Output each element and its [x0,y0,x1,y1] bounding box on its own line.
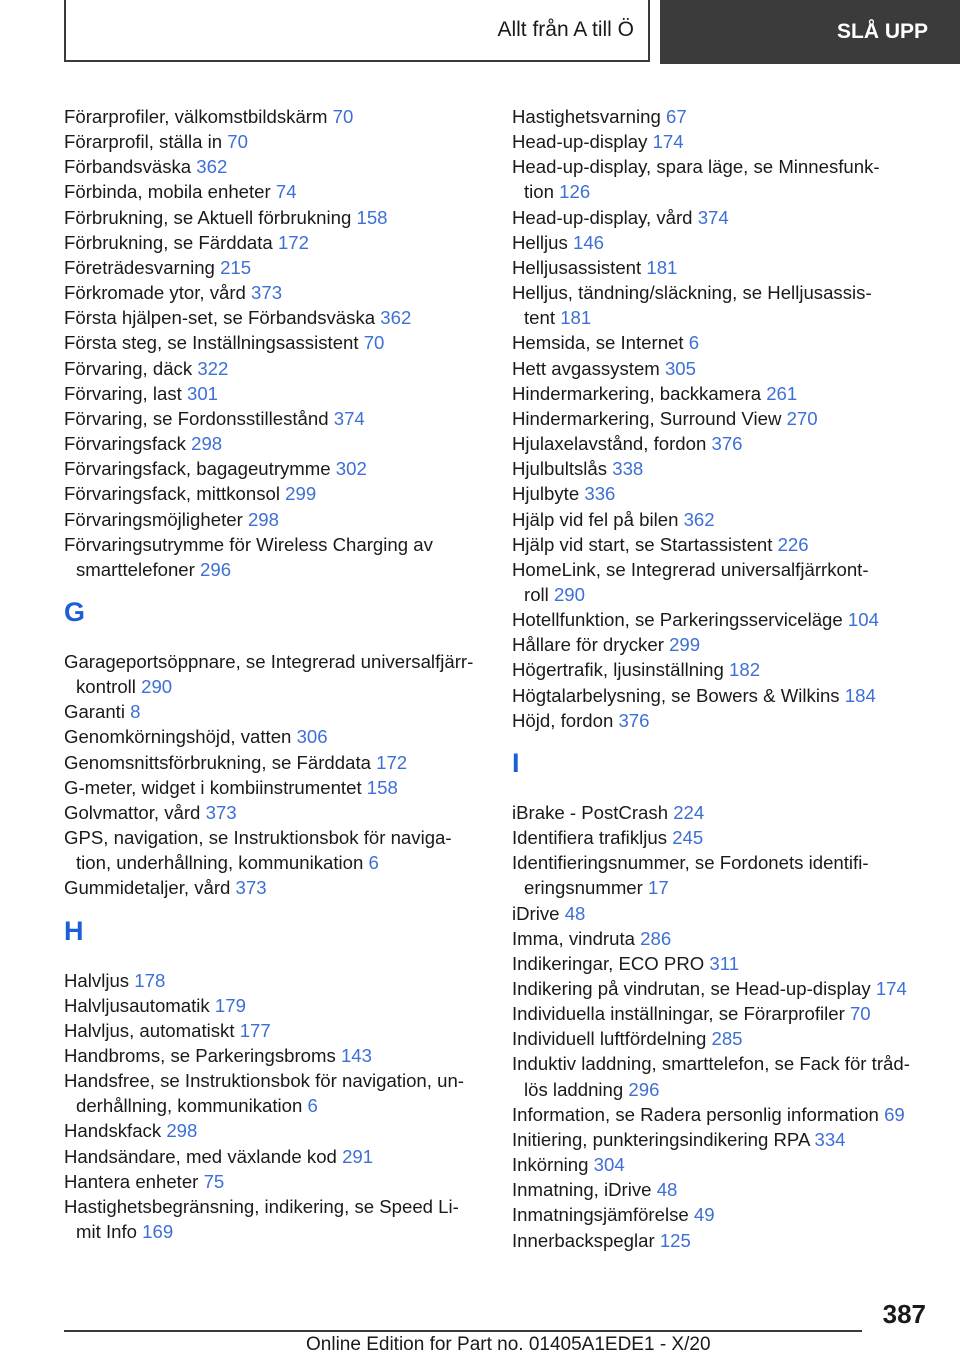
index-entry [512,104,932,129]
page-link[interactable]: 224 [673,801,705,823]
page-link[interactable]: 179 [214,994,246,1016]
index-entry-text: Handbroms, se Parkeringsbroms [64,1045,336,1066]
index-entry [512,456,932,481]
page-link[interactable]: 6 [688,332,700,354]
page-link[interactable]: 181 [560,307,592,329]
index-entry [512,381,932,406]
index-entry [512,532,932,557]
index-entry [512,1102,932,1127]
index-entry [512,507,932,532]
index-entry-text: Förbandsväska [64,156,192,178]
index-entry-continuation: roll [524,583,549,605]
index-entry-text: Inmatningsjämförelse [512,1204,689,1226]
index-entry-text: Förvaringsfack, mittkonsol [64,483,280,505]
index-entry-text: Hett avgassystem [512,357,660,379]
index-entry [64,724,484,749]
page-link[interactable]: 215 [220,256,252,278]
index-entry-text: Inmatning, iDrive [512,1179,652,1201]
page-link[interactable]: 70 [363,332,385,354]
section-letter: H [64,915,84,946]
index-entry [512,657,932,682]
page-link[interactable]: 8 [130,701,141,723]
section-letter: G [64,596,86,627]
index-entry-text: Head-up-display [512,131,648,153]
page-link[interactable]: 69 [884,1103,905,1125]
index-entry [512,926,932,951]
index-entry [512,406,932,431]
index-entry [512,708,932,733]
tab-all-a-to-o[interactable]: Allt från A till Ö [64,0,650,62]
index-entry [64,356,484,381]
index-entry-text: Hållare för drycker [512,634,664,656]
index-entry [64,381,484,406]
page-link[interactable]: 48 [564,902,586,924]
index-entry [64,800,484,825]
index-entry-text: Identifiera trafikljus [512,827,668,849]
page-link[interactable]: 291 [342,1145,374,1167]
index-entry-text: Förvaringsfack, bagageutrymme [64,458,331,480]
index-entry [512,280,932,330]
page-link[interactable]: 301 [186,382,219,404]
index-entry [512,330,932,355]
index-entry [512,901,932,926]
index-entry-text: Garanti [64,701,125,723]
index-entry-text: Förvaring, däck [64,357,193,379]
index-entry [64,154,484,179]
page-link[interactable]: 298 [247,508,279,530]
index-entry-continuation: derhållning, kommunikation [76,1095,303,1117]
page-link[interactable]: 126 [559,181,591,203]
index-entry-text: Hjulaxelavstånd, fordon [512,433,707,455]
index-entry-text: Halvljus, automatiskt [64,1019,235,1041]
page-link[interactable]: 299 [285,483,317,505]
index-entry [512,255,932,280]
tab-lookup[interactable]: SLÅ UPP [660,0,960,64]
index-entry-text: Hantera enheter [64,1170,199,1192]
index-entry [512,1127,932,1152]
index-entry [64,699,484,724]
page-link[interactable]: 172 [376,751,408,773]
index-entry [512,481,932,506]
index-entry [64,205,484,230]
page-link[interactable]: 184 [844,684,876,706]
section-letter: I [512,747,520,778]
index-entry-text: Högertrafik, ljusinställning [512,659,724,681]
index-entry-text: Hjulbyte [512,483,580,505]
page-link[interactable]: 48 [656,1179,678,1201]
index-column-right [512,104,932,1253]
index-entry [512,205,932,230]
index-entry-text: GPS, navigation, se Instruktionsbok för naviga- [64,827,452,849]
index-entry-text: Gummidetaljer, vård [64,877,231,899]
page-link[interactable]: 286 [640,927,672,949]
index-entry-text: Handsfree, se Instruktionsbok för navigation, un- [64,1070,464,1092]
index-entry [64,431,484,456]
index-entry-continuation: mit Info [76,1221,137,1243]
page-link[interactable]: 270 [786,407,818,429]
page-link[interactable]: 146 [572,231,605,253]
index-entry [512,1001,932,1026]
page-link[interactable]: 172 [277,231,309,253]
page-link[interactable]: 158 [366,776,398,798]
index-entry-text: Förvaringsutrymme för Wireless Charging av [64,533,433,555]
page-link[interactable]: 298 [166,1120,198,1142]
index-entry [512,557,932,607]
page-link[interactable]: 75 [203,1170,225,1192]
page-link[interactable]: 125 [659,1229,691,1251]
index-entry-text: Imma, vindruta [512,927,635,949]
page-link[interactable]: 362 [196,156,228,178]
page-link[interactable]: 67 [666,106,687,127]
page-link[interactable]: 298 [191,433,223,455]
index-entry-text: Genomsnittsförbrukning, se Färddata [64,751,371,773]
page-link[interactable]: 6 [307,1095,318,1117]
index-entry [512,356,932,381]
index-entry [512,154,932,204]
index-entry-text: G-meter, widget i kombiinstrumentet [64,776,362,798]
index-entry-text: Helljusassistent [512,256,642,278]
index-entry-text: Förbrukning, se Aktuell förbrukning [64,206,352,228]
header-tabs [64,0,960,64]
index-entry-text: Helljus, tändning/släckning, se Helljusassis- [512,282,872,304]
index-entry [64,129,484,154]
footer-edition: Online Edition for Part no. 01405A1EDE1 - X/20 [306,1334,711,1355]
page-link[interactable]: 376 [618,709,650,731]
page-link[interactable]: 373 [205,801,237,823]
page-link[interactable]: 104 [847,609,879,631]
index-entry-text: Inkörning [512,1154,589,1176]
page-link[interactable]: 70 [849,1003,871,1025]
index-entry [64,1169,484,1194]
index-entry-text: Head-up-display, vård [512,206,693,228]
index-entry [64,481,484,506]
index-entry-text: Hotellfunktion, se Parkeringsserviceläge [512,609,843,631]
page-link[interactable]: 158 [356,206,388,228]
index-entry-text: Hemsida, se Internet [512,332,684,354]
page-link[interactable]: 376 [711,433,743,455]
index-entry-text: Högtalarbelysning, se Bowers & Wilkins [512,684,840,706]
index-entry [64,330,484,355]
index-entry [512,1177,932,1202]
index-entry [512,1152,932,1177]
page-link[interactable]: 70 [332,106,354,127]
page-link[interactable]: 311 [709,952,740,974]
page-link[interactable]: 177 [239,1019,271,1041]
index-entry [64,104,484,129]
index-entry [64,750,484,775]
page-link[interactable]: 181 [646,256,678,278]
index-entry [64,1068,484,1118]
index-entry-text: Första hjälpen-set, se Förbandsväska [64,307,376,329]
index-entry [64,1018,484,1043]
page-link[interactable]: 322 [197,357,229,379]
index-entry [64,507,484,532]
page-link[interactable]: 74 [275,181,297,203]
page-link[interactable]: 174 [652,131,684,153]
index-entry [64,649,484,699]
index-entry-text: Garageportsöppnare, se Integrerad universalfjärr- [64,650,474,672]
index-entry-text: Helljus [512,231,568,253]
index-entry-text: Halvljusautomatik [64,994,210,1016]
page-link[interactable]: 245 [672,827,704,849]
index-entry [64,1118,484,1143]
index-entry [512,683,932,708]
index-entry-text: Hindermarkering, backkamera [512,382,762,404]
index-entry [512,230,932,255]
page-link[interactable]: 70 [227,131,248,153]
index-entry-continuation: eringsnummer [524,877,643,899]
index-entry [64,993,484,1018]
index-entry-text: Initiering, punkteringsindikering RPA [512,1128,810,1150]
index-entry-continuation: tent [524,307,556,329]
index-entry [512,632,932,657]
index-entry-continuation: lös laddning [524,1078,624,1100]
index-entry-text: Hjälp vid start, se Startassistent [512,533,773,555]
index-entry-text: Förvaring, se Fordonsstillestånd [64,407,329,429]
index-entry [512,825,932,850]
index-entry [64,532,484,582]
index-entry-continuation: tion [524,181,554,203]
index-entry-text: Företrädesvarning [64,256,215,278]
index-entry-text: Indikering på vindrutan, se Head-up-display [512,978,871,999]
page-link[interactable]: 362 [683,508,715,530]
page-link[interactable]: 178 [134,969,166,991]
index-entry-text: Hindermarkering, Surround View [512,407,782,429]
page-link[interactable]: 373 [235,877,267,899]
index-entry-text: Identifieringsnummer, se Fordonets identifi- [512,852,869,874]
index-entry-text: Handskfack [64,1120,162,1142]
index-entry-continuation: smarttelefoner [76,558,195,580]
page-link[interactable]: 338 [612,458,644,480]
index-entry-text: Förvaringsfack [64,433,186,455]
page-link[interactable]: 299 [669,634,701,656]
index-entry-text: Halvljus [64,969,130,991]
page-link[interactable]: 362 [380,307,412,329]
index-entry [64,230,484,255]
page-link[interactable]: 290 [553,583,585,605]
page-link[interactable]: 305 [664,357,696,379]
page-link[interactable]: 261 [766,382,798,404]
index-entry-text: Förvaring, last [64,382,182,404]
index-entry [512,800,932,825]
index-entry [64,456,484,481]
index-entry-text: iBrake - PostCrash [512,801,669,823]
index-entry [512,976,932,1001]
index-entry-text: Första steg, se Inställningsassistent [64,332,359,354]
index-entry [64,1144,484,1169]
index-entry-text: Hjälp vid fel på bilen [512,508,679,530]
page-link[interactable]: 6 [368,852,379,874]
page-link[interactable]: 302 [335,458,367,480]
index-entry [64,179,484,204]
index-entry [512,1202,932,1227]
index-entry-text: Förvaringsmöjligheter [64,508,243,530]
index-entry-text: Individuella inställningar, se Förarprofiler [512,1003,845,1025]
page-number: 387 [882,1299,926,1329]
page-link[interactable]: 336 [584,483,616,505]
index-entry [512,850,932,900]
index-entry [64,968,484,993]
index-entry-text: Individuell luftfördelning [512,1028,707,1050]
index-entry-continuation: tion, underhållning, kommunikation [76,852,364,874]
page-link[interactable]: 296 [200,558,232,580]
index-entry [512,1026,932,1051]
page-link[interactable]: 182 [729,659,761,681]
index-entry [64,305,484,330]
index-entry-text: iDrive [512,902,560,924]
index-entry-text: Förbrukning, se Färddata [64,231,273,253]
page-link[interactable]: 296 [628,1078,660,1100]
index-entry-text: Förarprofil, ställa in [64,131,223,153]
index-entry-text: Information, se Radera personlig information [512,1103,879,1125]
page-link[interactable]: 334 [814,1128,846,1150]
index-entry-text: Förkromade ytor, vård [64,282,246,304]
index-entry-text: Innerbackspeglar [512,1229,655,1251]
index-entry-text: Hjulbultslås [512,458,608,480]
index-entry [512,129,932,154]
page-link[interactable]: 169 [142,1221,174,1243]
page-link[interactable]: 49 [693,1204,715,1226]
index-entry-text: Induktiv laddning, smarttelefon, se Fack för tråd- [512,1053,910,1075]
index-entry [64,1043,484,1068]
page-link[interactable]: 304 [593,1154,625,1176]
index-entry [512,431,932,456]
index-entry-text: Indikeringar, ECO PRO [512,952,705,974]
page-link[interactable]: 174 [875,978,907,999]
index-entry-text: Hastighetsbegränsning, indikering, se Speed Li- [64,1195,459,1217]
index-entry-text: Golvmattor, vård [64,801,201,823]
index-entry-text: Förbinda, mobila enheter [64,181,271,203]
index-entry [512,607,932,632]
footer-divider [64,1330,862,1332]
index-entry-text: HomeLink, se Integrerad universalfjärrkont- [512,558,869,580]
page-link[interactable]: 373 [251,282,283,304]
index-entry-text: Förarprofiler, välkomstbildskärm [64,106,328,127]
index-entry [512,1228,932,1253]
page-link[interactable]: 143 [340,1045,372,1066]
index-entry [64,255,484,280]
page-link[interactable]: 374 [697,206,729,228]
page-link[interactable]: 306 [296,726,328,748]
index-entry [64,406,484,431]
index-entry [64,825,484,875]
index-entry [64,875,484,900]
index-entry-text: Höjd, fordon [512,709,614,731]
index-column-left [64,104,484,1244]
index-entry-text: Genomkörningshöjd, vatten [64,726,292,748]
index-entry-text: Head-up-display, spara läge, se Minnesfunk- [512,156,880,178]
index-entry-continuation: kontroll [76,676,136,698]
page-link[interactable]: 374 [333,407,365,429]
index-entry [512,951,932,976]
index-entry [64,775,484,800]
page-link[interactable]: 226 [777,533,809,555]
index-entry-text: Handsändare, med växlande kod [64,1145,337,1167]
index-entry [64,1194,484,1244]
page-link[interactable]: 285 [711,1028,743,1050]
index-entry-text: Hastighetsvarning [512,106,661,127]
index-entry [64,280,484,305]
index-entry [512,1051,932,1101]
page-link[interactable]: 17 [648,877,669,899]
page-link[interactable]: 290 [141,676,173,698]
